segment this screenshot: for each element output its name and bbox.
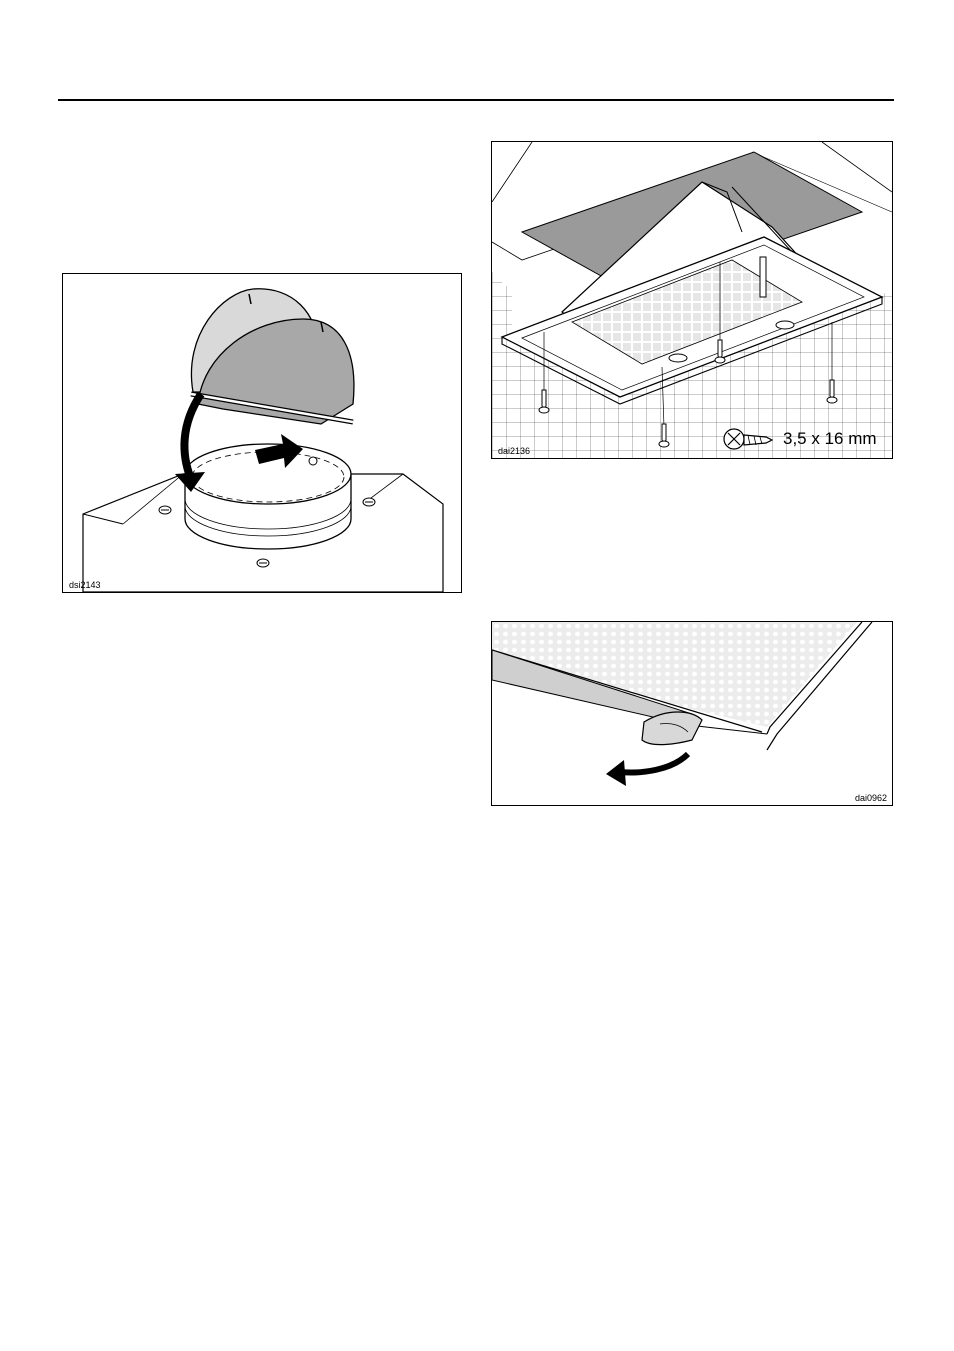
filter-illustration	[492, 622, 893, 806]
figure-code: dai2136	[498, 446, 531, 456]
figure-filter-removal	[491, 621, 893, 806]
mounting-illustration	[492, 142, 893, 459]
flap-illustration	[63, 274, 462, 593]
figure-code: dsi2143	[69, 580, 101, 590]
screw-spec-label: 3,5 x 16 mm	[783, 429, 877, 448]
figure-hood-mounting	[491, 141, 893, 459]
figure-non-return-flap	[62, 273, 462, 593]
figure-code: dai0962	[855, 793, 888, 803]
header-rule	[58, 99, 894, 101]
